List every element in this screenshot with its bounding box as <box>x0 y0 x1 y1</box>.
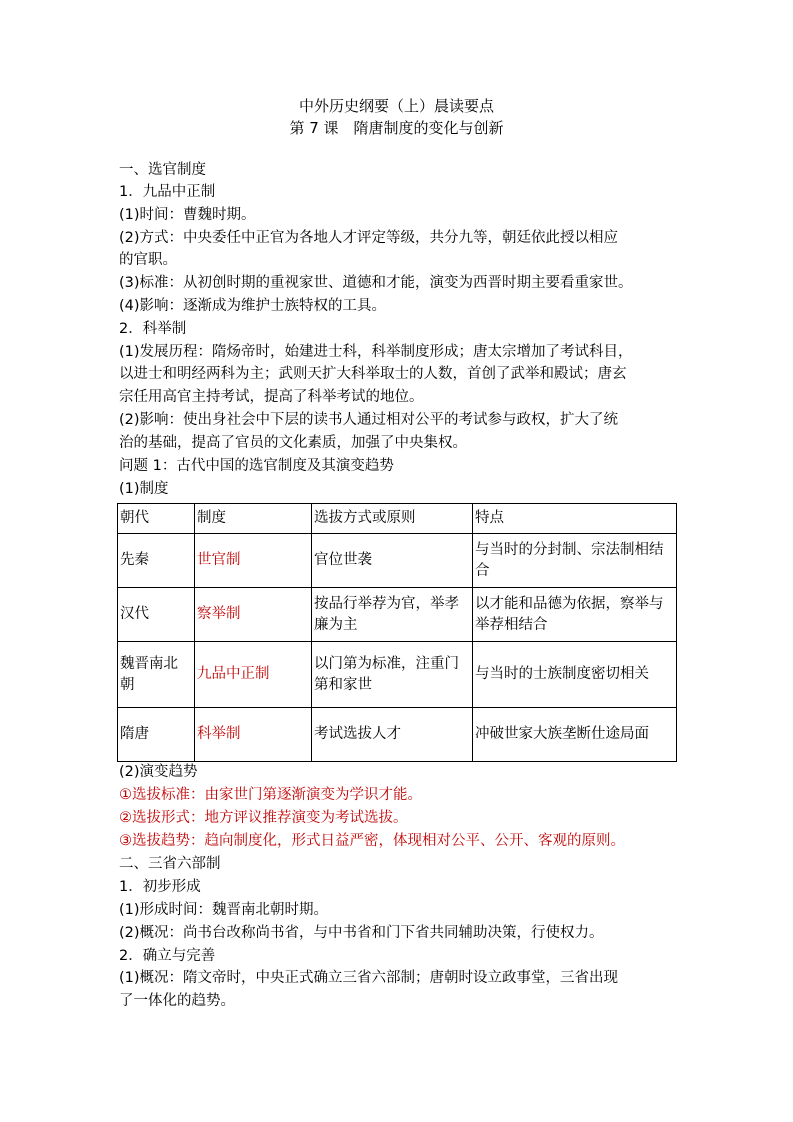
table-cell-feature: 以才能和品德为依据，察举与举荐相结合 <box>473 588 677 642</box>
table-header-cell: 朝代 <box>118 504 195 534</box>
paragraph-time: (1)时间：曹魏时期。 <box>119 207 256 223</box>
table-header-cell: 特点 <box>473 504 677 534</box>
table-row <box>118 642 677 708</box>
table-cell-feature: 与当时的士族制度密切相关 <box>473 642 677 708</box>
question-heading: 问题 1：古代中国的选官制度及其演变趋势 <box>119 458 394 474</box>
table-cell-method: 以门第为标准，注重门第和家世 <box>312 642 473 708</box>
section-heading-three-departments: 二、三省六部制 <box>119 856 221 872</box>
lesson-title: 第 7 课 隋唐制度的变化与创新 <box>289 119 504 137</box>
trend-direction: ③选拔趋势：趋向制度化，形式日益严密，体现相对公平、公开、客观的原则。 <box>119 833 625 849</box>
document-title: 中外历史纲要（上）晨读要点 <box>298 97 494 115</box>
table-cell-system: 九品中正制 <box>195 642 312 708</box>
table-header-cell: 选拔方式或原则 <box>312 504 473 534</box>
table-cell-feature: 冲破世家大族垄断仕途局面 <box>473 708 677 762</box>
paragraph-method-line2: 的官职。 <box>119 252 177 268</box>
paragraph-establishment-line2: 了一体化的趋势。 <box>119 993 235 1009</box>
paragraph-development-line1: (1)发展历程：隋炀帝时，始建进士科，科举制度形成；唐太宗增加了考试科目， <box>119 344 633 360</box>
table-cell-dynasty: 隋唐 <box>118 708 195 762</box>
table-cell-dynasty: 汉代 <box>118 588 195 642</box>
table-cell-method: 官位世袭 <box>312 534 473 588</box>
table-cell-feature: 与当时的分封制、宗法制相结合 <box>473 534 677 588</box>
table-row <box>118 588 677 642</box>
section-heading-selection: 一、选官制度 <box>119 162 206 178</box>
table-cell-method: 考试选拔人才 <box>312 708 473 762</box>
paragraph-keju-influence-line2: 治的基础，提高了官员的文化素质，加强了中央集权。 <box>119 435 467 451</box>
paragraph-development-line3: 宗任用高官主持考试，提高了科举考试的地位。 <box>119 389 424 405</box>
selection-system-table <box>117 503 677 762</box>
table-cell-system: 世官制 <box>195 534 312 588</box>
subheading-keju: 2．科举制 <box>119 321 187 337</box>
paragraph-method-line1: (2)方式：中央委任中正官为各地人才评定等级，共分九等，朝廷依此授以相应 <box>119 230 619 246</box>
table-header-cell: 制度 <box>195 504 312 534</box>
table-cell-system: 科举制 <box>195 708 312 762</box>
table-row <box>118 534 677 588</box>
paragraph-formation-time: (1)形成时间：魏晋南北朝时期。 <box>119 902 329 918</box>
trend-heading: (2)演变趋势 <box>119 764 198 780</box>
table-cell-system: 察举制 <box>195 588 312 642</box>
table-cell-dynasty: 魏晋南北朝 <box>118 642 195 708</box>
paragraph-keju-influence-line1: (2)影响：使出身社会中下层的读书人通过相对公平的考试参与政权，扩大了统 <box>119 412 619 428</box>
paragraph-formation-overview: (2)概况：尚书台改称尚书省，与中书省和门下省共同辅助决策，行使权力。 <box>119 925 604 941</box>
trend-form: ②选拔形式：地方评议推荐演变为考试选拔。 <box>119 810 408 826</box>
paragraph-influence: (4)影响：逐渐成为维护士族特权的工具。 <box>119 298 387 314</box>
subheading-establishment: 2．确立与完善 <box>119 948 216 964</box>
question-subheading-system: (1)制度 <box>119 481 169 497</box>
paragraph-development-line2: 以进士和明经两科为主；武则天扩大科举取士的人数，首创了武举和殿试；唐玄 <box>119 366 627 382</box>
trend-standard: ①选拔标准：由家世门第逐渐演变为学识才能。 <box>119 787 422 803</box>
subheading-initial-formation: 1．初步形成 <box>119 879 201 895</box>
table-cell-dynasty: 先秦 <box>118 534 195 588</box>
table-header-row <box>118 504 677 534</box>
paragraph-establishment-line1: (1)概况：隋文帝时，中央正式确立三省六部制；唐朝时设立政事堂，三省出现 <box>119 970 619 986</box>
table-row <box>118 708 677 762</box>
subheading-jiupin: 1．九品中正制 <box>119 184 216 200</box>
table-cell-method: 按品行举荐为官，举孝廉为主 <box>312 588 473 642</box>
paragraph-standard: (3)标准：从初创时期的重视家世、道德和才能，演变为西晋时期主要看重家世。 <box>119 275 633 291</box>
